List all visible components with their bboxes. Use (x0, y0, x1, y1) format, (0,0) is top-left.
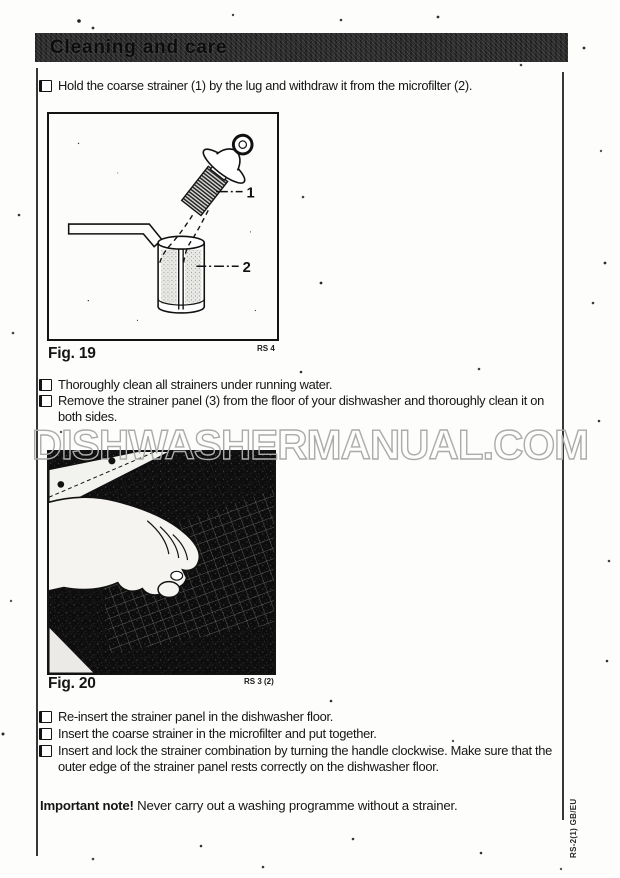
figure-20-caption: Fig. 20 (48, 675, 96, 692)
checkbox-bullet-icon (39, 395, 52, 407)
checkbox-bullet-icon (39, 379, 52, 391)
instruction-hold-strainer (39, 78, 553, 94)
instruction-text: Thoroughly clean all strainers under running water. (58, 377, 333, 392)
important-note-label: Important note! (40, 798, 134, 813)
section-title: Cleaning and care (50, 36, 228, 58)
fingernail (171, 571, 183, 580)
checkbox-bullet-icon (39, 80, 52, 92)
figure-20 (47, 450, 276, 675)
strainer-knob (158, 582, 180, 598)
watermark-text: DISHWASHERMANUAL.COM (31, 421, 589, 468)
checkbox-bullet-icon (39, 711, 52, 723)
instruction-reinsert-panel (39, 709, 553, 725)
figure-19-caption: Fig. 19 (48, 345, 96, 362)
instruction-clean-strainers (39, 377, 553, 393)
important-note-text: Never carry out a washing programme without a strainer. (133, 798, 458, 813)
figure-19-illustration (49, 114, 277, 339)
checkbox-bullet-icon (39, 728, 52, 740)
instruction-text: Insert and lock the strainer combination by turning the handle clockwise. Make sure that the outer edge of the strainer panel rests correctly on the dishwasher floor. (58, 743, 553, 774)
instruction-insert-strainer (39, 726, 553, 742)
instruction-text: Remove the strainer panel (3) from the floor of your dishwasher and thoroughly clean it on both sides. (58, 393, 545, 424)
checkbox-bullet-icon (39, 745, 52, 757)
instruction-text: Insert the coarse strainer in the microfilter and put together. (58, 726, 377, 741)
figure-20-ref-code: RS 3 (2) (244, 677, 274, 686)
sump-handle (69, 224, 162, 247)
important-note (40, 797, 556, 814)
figure-19-ref-code: RS 4 (257, 344, 275, 353)
scan-noise-specks (0, 0, 2, 2)
figure-19 (47, 112, 279, 341)
callout-1-label: 1 (246, 185, 255, 202)
instruction-lock-combination (39, 743, 553, 775)
microfilter (158, 236, 204, 313)
section-header-bar (35, 33, 568, 62)
instruction-text: Re-insert the strainer panel in the dishwasher floor. (58, 709, 334, 724)
coarse-strainer (171, 121, 267, 224)
figure-20-photo (49, 452, 274, 673)
callout-2-label: 2 (242, 260, 251, 277)
document-code-vertical: RS-2(1) GB/EU (569, 798, 578, 858)
instruction-text: Hold the coarse strainer (1) by the lug and withdraw it from the microfilter (2). (58, 78, 473, 93)
